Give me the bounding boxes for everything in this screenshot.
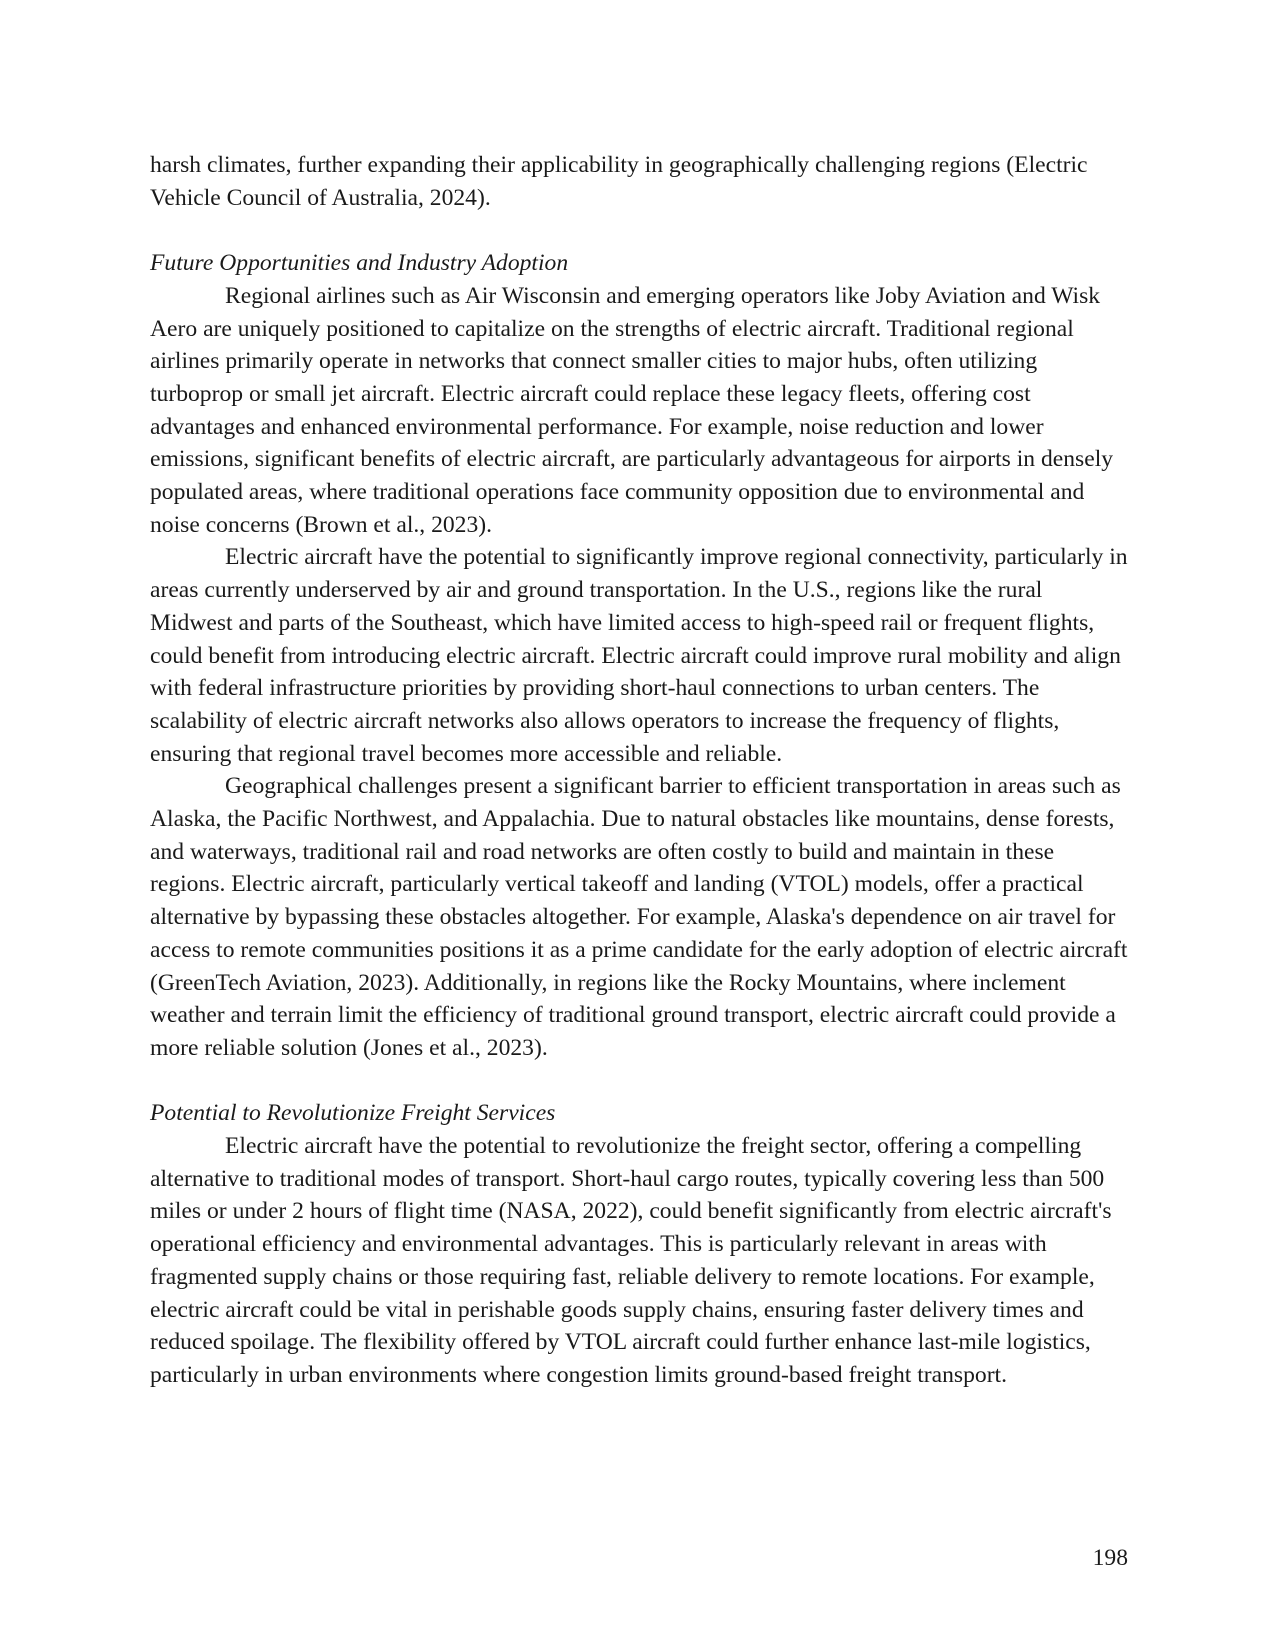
paragraph: Geographical challenges present a significant barrier to efficient transportation in areas such as Alaska, the Pacific Northwest, and Appalachia. Due to natural obstacles like mountains, dense forests, and waterways, traditional rail and road networks are often costly to build and maintain in these regions. Electric aircraft, particularly vertical takeoff and landing (VTOL) models, offer a practical alternative by bypassing these obstacles altogether. For example, Alaska's dependence on air travel for access to remote communities positions it as a prime candidate for the early adoption of electric aircraft (GreenTech Aviation, 2023). Additionally, in regions like the Rocky Mountains, where inclement weather and terrain limit the efficiency of traditional ground transport, electric aircraft could provide a more reliable solution (Jones et al., 2023).	[150, 773, 1128, 1061]
section-heading-future-opportunities: Future Opportunities and Industry Adoption	[150, 250, 569, 277]
section-heading-freight-services: Potential to Revolutionize Freight Services	[150, 1100, 556, 1127]
page-number: 198	[1092, 1545, 1128, 1571]
opening-paragraph: harsh climates, further expanding their applicability in geographically challenging regions (Electric Vehicle Council of Australia, 2024).	[150, 152, 1088, 211]
paragraph: Electric aircraft have the potential to significantly improve regional connectivity, particularly in areas currently underserved by air and ground transportation. In the U.S., regions like the rural Midwest and parts of the Southeast, which have limited access to high-speed rail or frequent flights, could benefit from introducing electric aircraft. Electric aircraft could improve rural mobility and align with federal infrastructure priorities by providing short-haul connections to urban centers. The scalability of electric aircraft networks also allows operators to increase the frequency of flights, ensuring that regional travel becomes more accessible and reliable.	[150, 544, 1128, 767]
paragraph: Regional airlines such as Air Wisconsin and emerging operators like Joby Aviation and Wisk Aero are uniquely positioned to capitalize on the strengths of electric aircraft. Traditional regional airlines primarily operate in networks that connect smaller cities to major hubs, often utilizing turboprop or small jet aircraft. Electric aircraft could replace these legacy fleets, offering cost advantages and enhanced environmental performance. For example, noise reduction and lower emissions, significant benefits of electric aircraft, are particularly advantageous for airports in densely populated areas, where traditional operations face community opposition due to environmental and noise concerns (Brown et al., 2023).	[150, 282, 1114, 538]
page-body	[150, 149, 1130, 1392]
paragraph: Electric aircraft have the potential to revolutionize the freight sector, offering a compelling alternative to traditional modes of transport. Short-haul cargo routes, typically covering less than 500 miles or under 2 hours of flight time (NASA, 2022), could benefit significantly from electric aircraft's operational efficiency and environmental advantages. This is particularly relevant in areas with fragmented supply chains or those requiring fast, reliable delivery to remote locations. For example, electric aircraft could be vital in perishable goods supply chains, ensuring faster delivery times and reduced spoilage. The flexibility offered by VTOL aircraft could further enhance last-mile logistics, particularly in urban environments where congestion limits ground-based freight transport.	[150, 1133, 1112, 1388]
